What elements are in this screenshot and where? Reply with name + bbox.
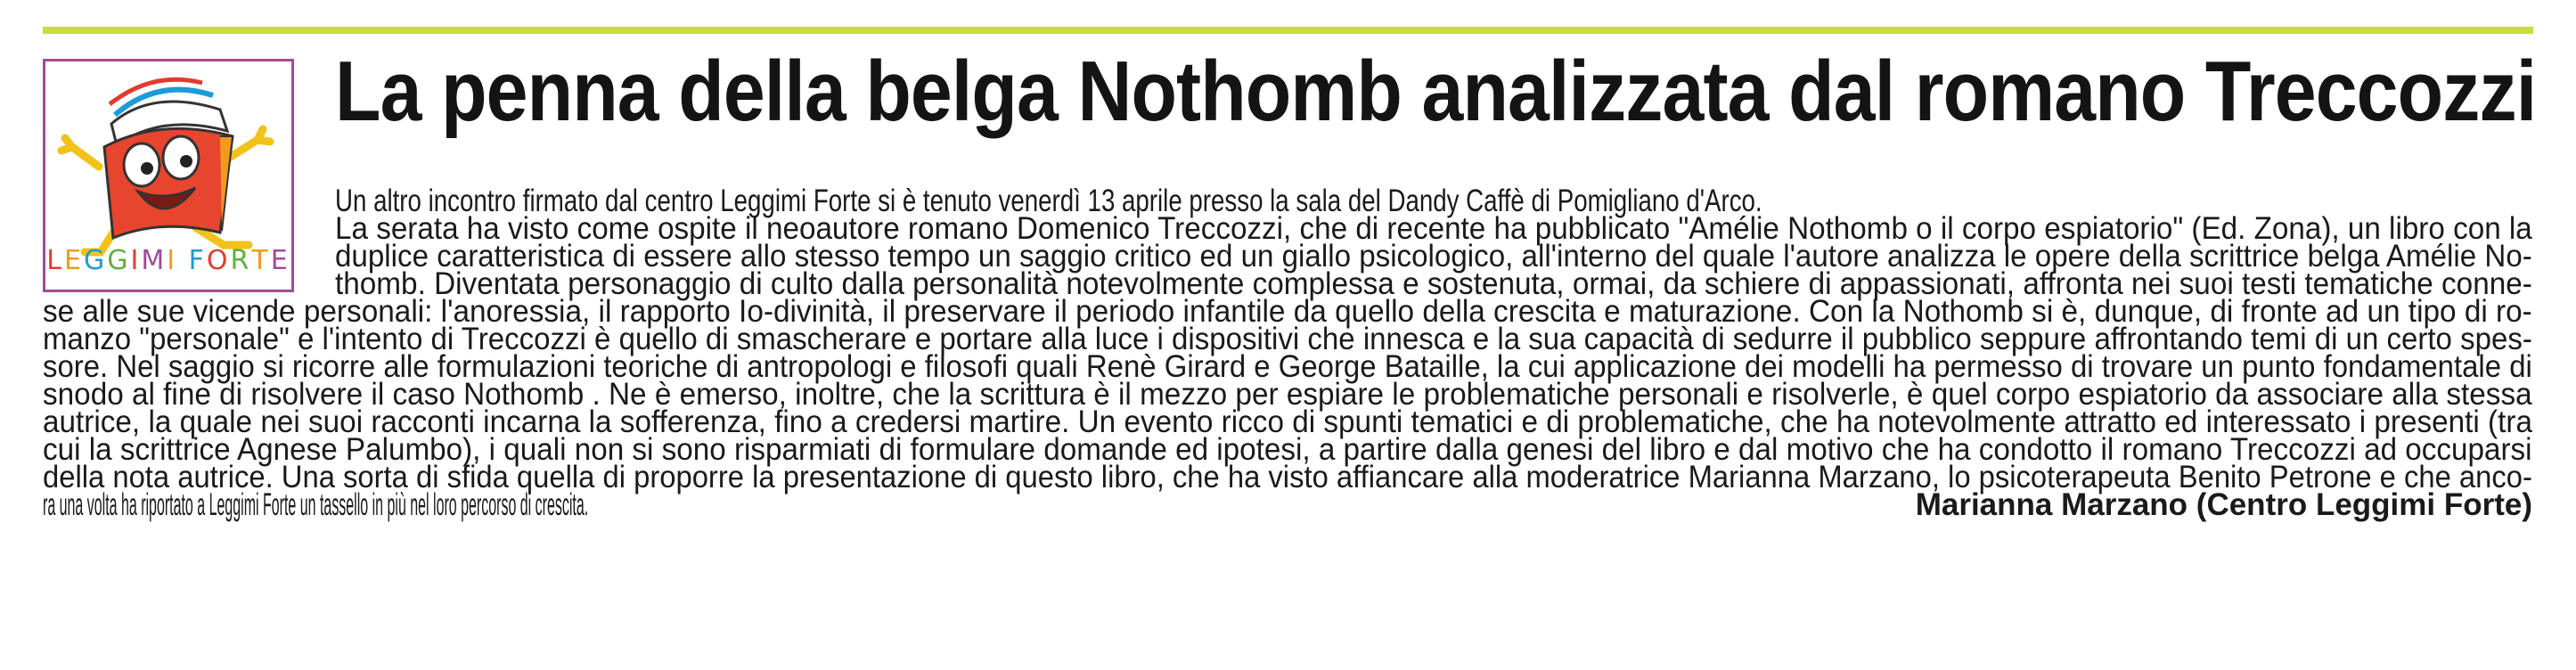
logo-letter: O <box>206 245 231 276</box>
logo-letter: R <box>230 245 252 276</box>
article-line: cui la scrittrice Agnese Palumbo), i quali non si sono risparmiati di formulare domande ed ipotesi, a partire dalla genesi del libro e dal motivo che ha condotto il romano Treccozzi ad occuparsi <box>43 432 2532 467</box>
logo-letter: L <box>46 245 65 276</box>
article-line: sore. Nel saggio si ricorre alle formulazioni teoriche di antropologi e filosofi quali Renè Girard e George Bataille, la cui applicazione dei modelli ha permesso di trovare un punto fondamentale di <box>43 349 2532 384</box>
logo-letter: E <box>270 245 290 276</box>
article-line: ra una volta ha riportato a Leggimi Forte un tassello in più nel loro percorso di crescita. <box>43 487 589 522</box>
top-accent-rule <box>43 27 2533 34</box>
logo-letter: F <box>188 245 207 276</box>
article-line: duplice caratteristica di essere allo stesso tempo un saggio critico ed un giallo psicologico, all'interno del quale l'autore analizza le opere della scrittrice belga Amélie No- <box>335 239 2532 274</box>
article-line: della nota autrice. Una sorta di sfida quella di proporre la presentazione di questo libro, che ha visto affiancare alla moderatrice Marianna Marzano, lo psicoterapeuta Benito Petrone e che anco- <box>43 460 2532 494</box>
article-line: La serata ha visto come ospite il neoautore romano Domenico Treccozzi, che di recente ha pubblicato "Amélie Nothomb o il corpo espiatorio" (Ed. Zona), un libro con la <box>335 211 2532 246</box>
article-line: Un altro incontro firmato dal centro Leggimi Forte si è tenuto venerdì 13 aprile presso la sala del Dandy Caffè di Pomigliano d'Arco. <box>335 184 1762 218</box>
logo-letter: G <box>83 245 108 276</box>
headline: La penna della belga Nothomb analizzata dal romano Treccozzi <box>335 44 2537 139</box>
article-line: manzo "personale" e l'intento di Treccozzi è quello di smascherare e portare alla luce i dispositivi che innesca e la sua capacità di sedurre il pubblico seppure affrontando temi di un certo spes- <box>43 322 2532 356</box>
logo-letter: G <box>107 245 131 276</box>
article-line: autrice, la quale nei suoi racconti incarna la sofferenza, fino a credersi martire. Un evento ricco di spunti tematici e di problematiche, che ha notevolmente attratto ed interessato i presenti (tra <box>43 404 2532 439</box>
article-line: snodo al fine di risolvere il caso Nothomb . Ne è emerso, inoltre, che la scrittura è il mezzo per espiare le problematiche personali e risolverle, è quel corpo espiatorio da associare alla stessa <box>43 377 2532 412</box>
logo-letter: E <box>64 245 84 276</box>
author-signature: Marianna Marzano (Centro Leggimi Forte) <box>1915 487 2532 522</box>
logo-letter: M <box>141 245 168 276</box>
logo-letter: I <box>130 245 142 276</box>
article-line: thomb. Diventata personaggio di culto dalla personalità notevolmente complessa e sostenuta, ormai, da schiere di appassionati, affronta nei suoi testi tematiche conne- <box>335 266 2532 301</box>
article-body <box>43 184 2532 522</box>
logo-letter: I <box>167 245 178 276</box>
logo-letter: T <box>251 245 271 276</box>
article-line: se alle sue vicende personali: l'anoressia, il rapporto Io-divinità, il preservare il periodo infantile da quello della crescita e maturazione. Con la Nothomb si è, dunque, di fronte ad un tipo di ro- <box>43 294 2532 329</box>
